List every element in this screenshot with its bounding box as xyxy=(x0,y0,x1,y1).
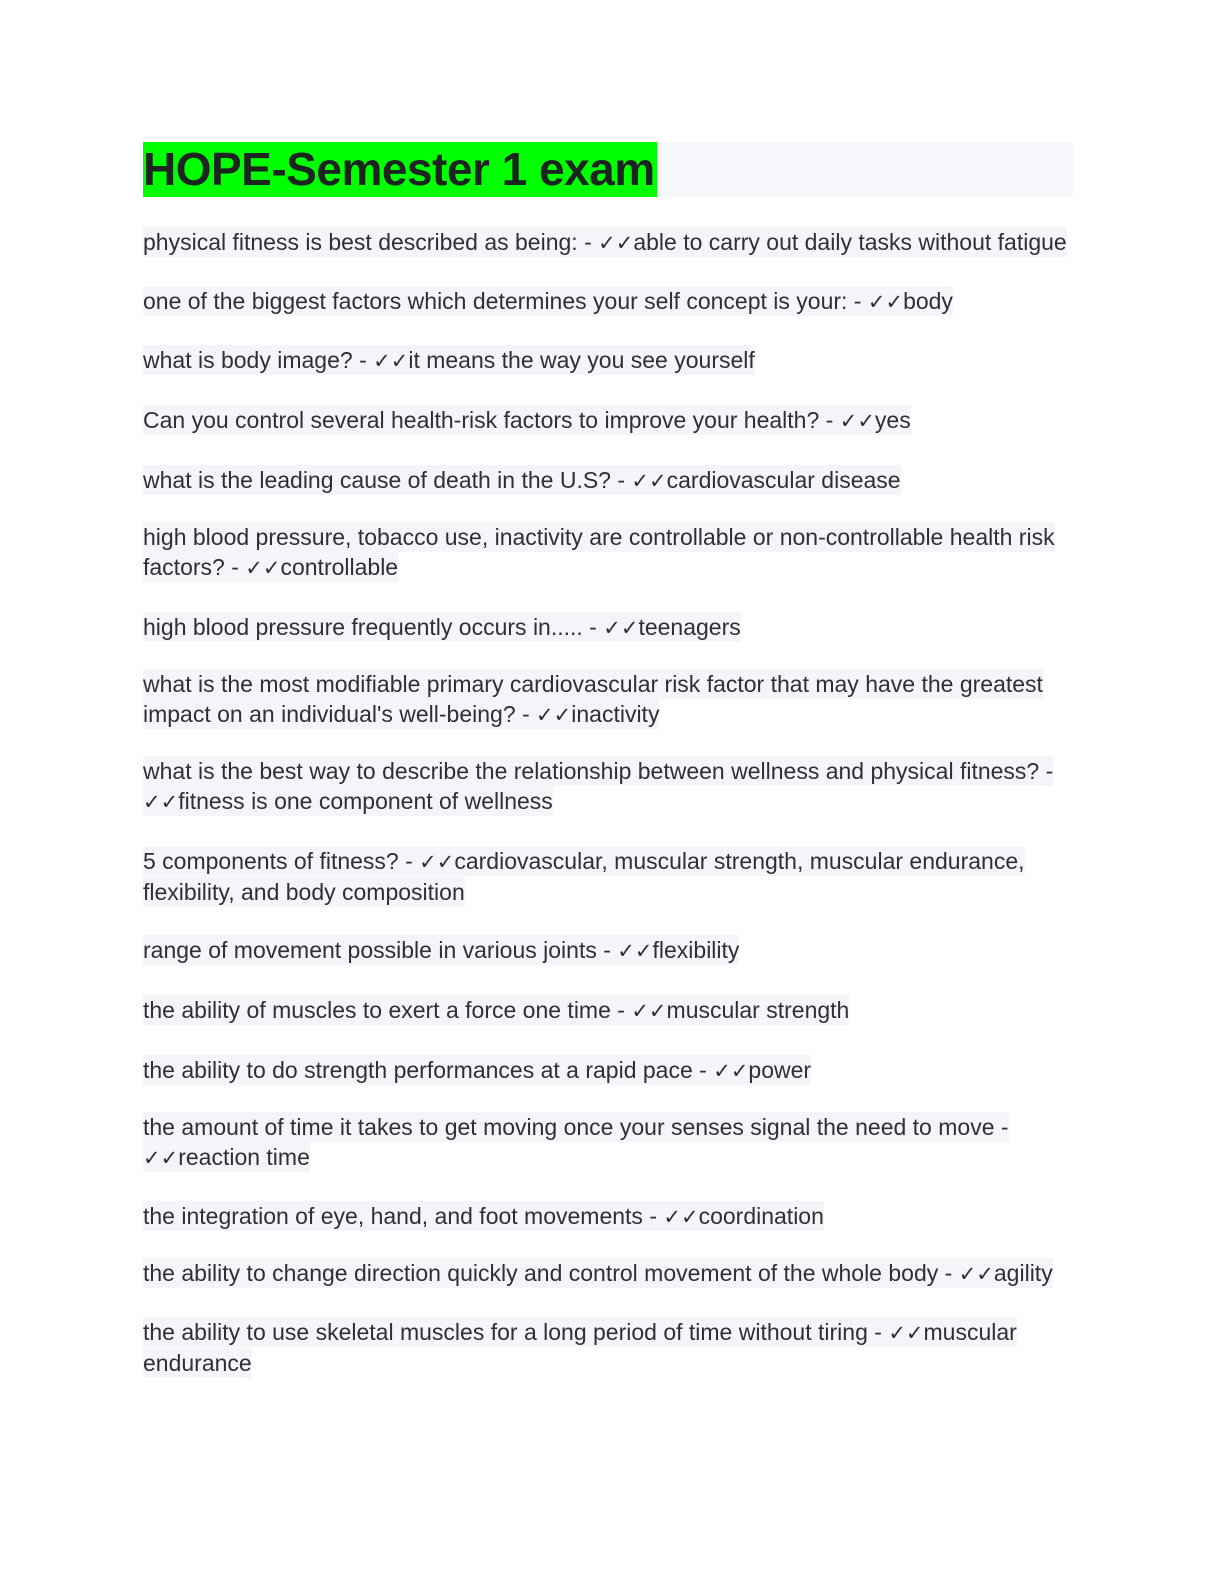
question-text: the ability of muscles to exert a force one time - xyxy=(143,997,632,1023)
answer-text: controllable xyxy=(280,554,399,580)
check-icon: ✓✓ xyxy=(419,850,455,874)
check-icon: ✓✓ xyxy=(143,790,179,814)
qa-item xyxy=(143,846,1073,907)
question-text: the ability to change direction quickly and control movement of the whole body - xyxy=(143,1260,959,1286)
title-bar xyxy=(143,142,1073,197)
answer-text: agility xyxy=(993,1260,1053,1286)
document-page xyxy=(143,142,1073,1378)
question-text: the ability to use skeletal muscles for a long period of time without tiring - xyxy=(143,1319,889,1345)
question-text: one of the biggest factors which determines your self concept is your: - xyxy=(143,288,868,314)
answer-text: able to carry out daily tasks without fatigue xyxy=(633,229,1067,255)
qa-item xyxy=(143,1258,1073,1289)
check-icon: ✓✓ xyxy=(631,469,667,493)
qa-item xyxy=(143,756,1073,817)
question-text: what is body image? - xyxy=(143,347,374,373)
qa-item xyxy=(143,465,1073,496)
question-text: what is the leading cause of death in the U.S? - xyxy=(143,467,632,493)
check-icon: ✓✓ xyxy=(713,1059,749,1083)
question-text: what is the best way to describe the relationship between wellness and physical fitness? - xyxy=(143,758,1054,784)
check-icon: ✓✓ xyxy=(867,290,904,314)
answer-text: cardiovascular disease xyxy=(666,467,901,493)
check-icon: ✓✓ xyxy=(598,231,634,255)
check-icon: ✓✓ xyxy=(143,1146,179,1170)
qa-item xyxy=(143,345,1073,376)
qa-item xyxy=(143,522,1073,583)
check-icon: ✓✓ xyxy=(245,556,281,580)
page-title: HOPE-Semester 1 exam xyxy=(143,143,655,195)
qa-item xyxy=(143,1112,1073,1173)
qa-item xyxy=(143,227,1073,258)
qa-item xyxy=(143,1317,1073,1378)
check-icon: ✓✓ xyxy=(603,616,639,640)
question-text: the integration of eye, hand, and foot movements - xyxy=(143,1203,664,1229)
check-icon: ✓✓ xyxy=(839,409,875,433)
answer-text: coordination xyxy=(698,1203,824,1229)
answer-text: muscular endurance xyxy=(143,1319,1017,1376)
question-text: range of movement possible in various joints - xyxy=(143,937,618,963)
check-icon: ✓✓ xyxy=(536,703,572,727)
question-text: Can you control several health-risk factors to improve your health? - xyxy=(143,407,840,433)
qa-item xyxy=(143,286,1073,317)
question-text: physical fitness is best described as being: - xyxy=(143,229,599,255)
answer-text: teenagers xyxy=(638,614,741,640)
question-text: 5 components of fitness? - xyxy=(143,848,420,874)
check-icon: ✓✓ xyxy=(617,939,653,963)
qa-list xyxy=(143,227,1073,1378)
question-text: the ability to do strength performances at a rapid pace - xyxy=(143,1057,714,1083)
answer-text: muscular strength xyxy=(666,997,850,1023)
answer-text: body xyxy=(903,288,953,314)
qa-item xyxy=(143,612,1073,643)
check-icon: ✓✓ xyxy=(373,349,409,373)
answer-text: fitness is one component of wellness xyxy=(178,788,553,814)
check-icon: ✓✓ xyxy=(663,1205,699,1229)
question-text: what is the most modifiable primary cardiovascular risk factor that may have the greatest impact on an individual's well-being? - xyxy=(143,671,1043,727)
answer-text: flexibility xyxy=(652,937,740,963)
qa-item xyxy=(143,995,1073,1026)
qa-item xyxy=(143,1055,1073,1086)
question-text: the amount of time it takes to get moving once your senses signal the need to move - xyxy=(143,1114,1009,1140)
answer-text: cardiovascular, muscular strength, muscular endurance, flexibility, and body composition xyxy=(143,848,1025,905)
answer-text: inactivity xyxy=(571,701,660,727)
check-icon: ✓✓ xyxy=(631,999,667,1023)
qa-item xyxy=(143,1201,1073,1232)
qa-item xyxy=(143,935,1073,966)
answer-text: it means the way you see yourself xyxy=(408,347,755,373)
check-icon: ✓✓ xyxy=(888,1321,924,1345)
qa-item xyxy=(143,669,1073,730)
answer-text: reaction time xyxy=(178,1144,310,1170)
question-text: high blood pressure, tobacco use, inactivity are controllable or non-controllable health risk factors? - xyxy=(143,524,1055,580)
answer-text: power xyxy=(748,1057,812,1083)
question-text: high blood pressure frequently occurs in..... - xyxy=(143,614,604,640)
check-icon: ✓✓ xyxy=(958,1262,994,1286)
qa-item xyxy=(143,405,1073,436)
answer-text: yes xyxy=(874,407,911,433)
